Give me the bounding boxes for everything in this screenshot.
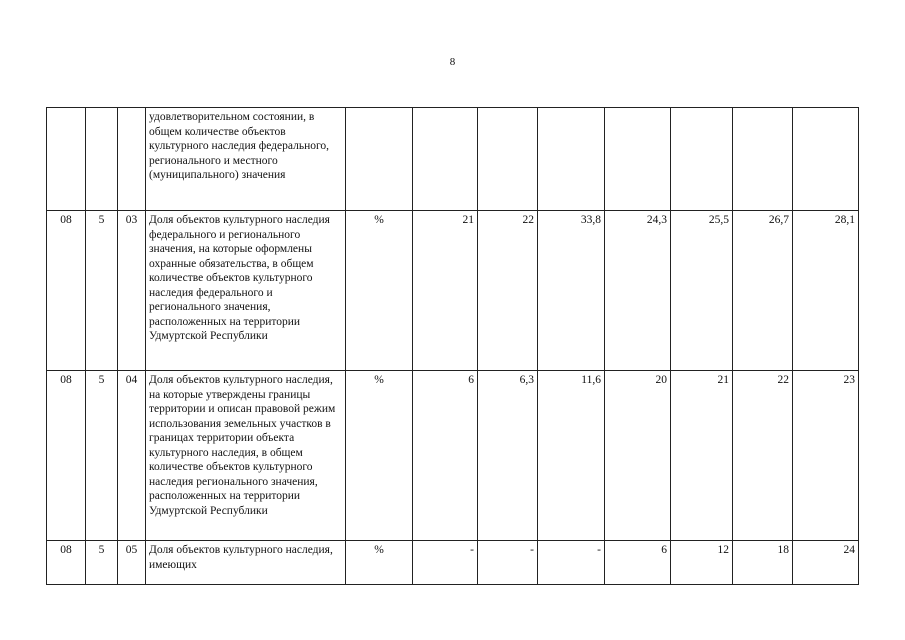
unit-cell: % — [346, 371, 413, 541]
unit-cell: % — [346, 211, 413, 371]
value-cell: 23 — [793, 371, 859, 541]
value-cell: 12 — [671, 541, 733, 585]
value-cell: 33,8 — [538, 211, 605, 371]
value-cell — [538, 108, 605, 211]
indicator-number-cell: 05 — [118, 541, 146, 585]
value-cell: 24 — [793, 541, 859, 585]
indicator-name-cell: удовлетворительном состоянии, в общем количестве объектов культурного наследия федерального, регионального и местного (муниципального) значения — [146, 108, 346, 211]
value-cell — [605, 108, 671, 211]
value-cell: 28,1 — [793, 211, 859, 371]
value-cell: - — [478, 541, 538, 585]
indicator-number-cell: 03 — [118, 211, 146, 371]
table-row — [47, 541, 859, 585]
value-cell: 6,3 — [478, 371, 538, 541]
value-cell: 18 — [733, 541, 793, 585]
indicator-name-cell: Доля объектов культурного наследия федерального и регионального значения, на которые оформлены охранные обязательства, в общем количестве объектов культурного наследия федерального и регионального значения, расположенных на территории Удмуртской Республики — [146, 211, 346, 371]
value-cell — [793, 108, 859, 211]
gp-code-cell: 08 — [47, 371, 86, 541]
pp-code-cell: 5 — [86, 371, 118, 541]
indicator-number-cell — [118, 108, 146, 211]
value-cell: 22 — [733, 371, 793, 541]
gp-code-cell: 08 — [47, 541, 86, 585]
table-row — [47, 108, 859, 211]
value-cell — [671, 108, 733, 211]
pp-code-cell: 5 — [86, 541, 118, 585]
gp-code-cell — [47, 108, 86, 211]
gp-code-cell: 08 — [47, 211, 86, 371]
value-cell: 6 — [605, 541, 671, 585]
unit-cell — [346, 108, 413, 211]
value-cell: 11,6 — [538, 371, 605, 541]
value-cell: 26,7 — [733, 211, 793, 371]
value-cell: - — [538, 541, 605, 585]
value-cell: 20 — [605, 371, 671, 541]
value-cell: 21 — [671, 371, 733, 541]
value-cell: 24,3 — [605, 211, 671, 371]
indicators-table — [46, 107, 859, 585]
indicator-name-cell: Доля объектов культурного наследия, на которые утверждены границы территории и описан правовой режим использования земельных участков в границах территории объекта культурного наследия, в общем количестве объектов культурного наследия регионального значения, расположенных на территории Удмуртской Республики — [146, 371, 346, 541]
value-cell: 21 — [413, 211, 478, 371]
value-cell: 22 — [478, 211, 538, 371]
value-cell: 25,5 — [671, 211, 733, 371]
value-cell: 6 — [413, 371, 478, 541]
pp-code-cell: 5 — [86, 211, 118, 371]
table-row — [47, 371, 859, 541]
unit-cell: % — [346, 541, 413, 585]
value-cell: - — [413, 541, 478, 585]
value-cell — [478, 108, 538, 211]
pp-code-cell — [86, 108, 118, 211]
indicator-name-cell: Доля объектов культурного наследия, имеющих — [146, 541, 346, 585]
value-cell — [733, 108, 793, 211]
table-row — [47, 211, 859, 371]
indicator-number-cell: 04 — [118, 371, 146, 541]
page-number: 8 — [449, 56, 456, 68]
value-cell — [413, 108, 478, 211]
